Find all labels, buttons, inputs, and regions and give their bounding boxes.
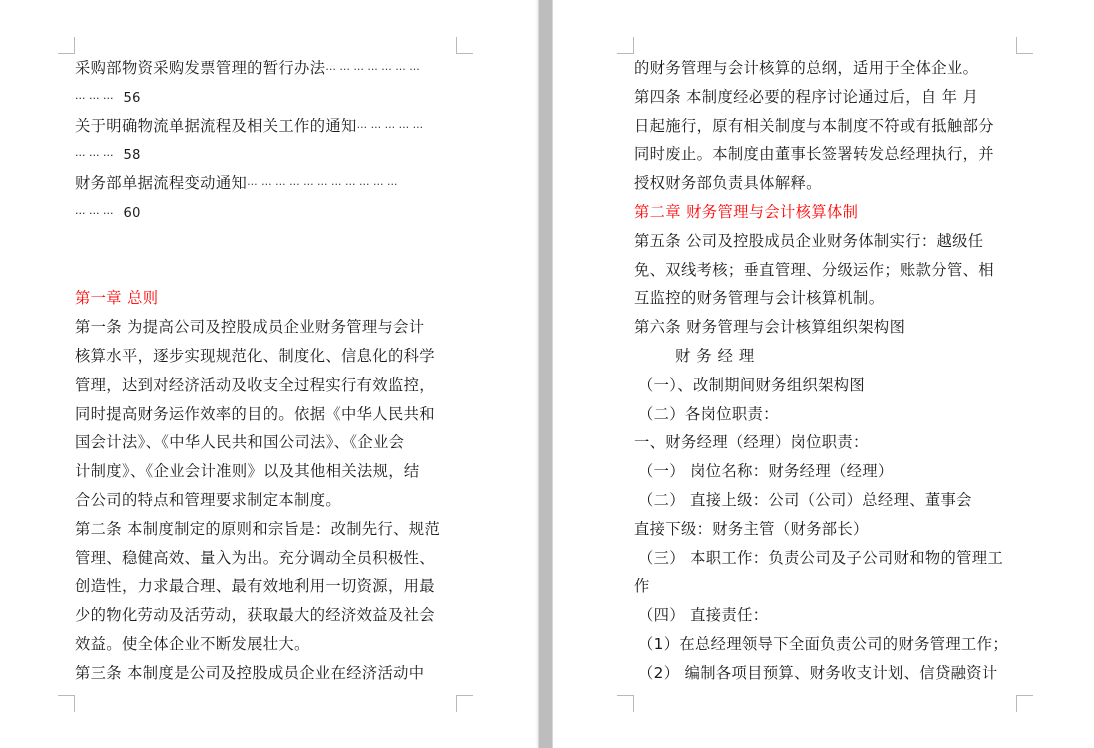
toc-leader: ··· ··· ··· ··· ··· ··· ··· ··· ··· ··· ··· [247,178,398,192]
toc-entry-continuation [75,198,457,227]
body-line: （三） 本职工作：负责公司及子公司财和物的管理工 [638,548,1004,567]
page-text-left[interactable] [75,54,457,688]
chapter-heading: 第一章 总则 [75,289,159,308]
document-page-right[interactable] [553,0,1094,748]
body-line: 管理、稳健高效、量入为出。充分调动全员积极性、 [75,548,435,567]
body-line: 直接下级：财务主管（财务部长） [634,519,869,538]
body-line: （1）在总经理领导下全面负责公司的财务管理工作； [638,634,1008,653]
page-gap [538,0,553,748]
body-line: 一、财务经理（经理）岗位职责： [634,433,869,452]
toc-page-number: 58 [123,148,141,164]
page-corner-mark-top-left [617,37,634,54]
body-line: 互监控的财务管理与会计核算机制。 [634,289,885,308]
body-line: 第六条 财务管理与会计核算组织架构图 [634,318,906,337]
toc-leader: ··· ··· ··· [75,206,114,220]
body-line: 第五条 公司及控股成员企业财务体制实行：越级任 [634,231,984,250]
body-line: 计制度》、《企业会计准则》以及其他相关法规，结 [75,462,420,481]
body-line: （一） 岗位名称：财务经理（经理） [638,462,894,481]
page-corner-mark-top-right [456,37,473,54]
toc-entry-continuation [75,83,457,112]
chapter-heading: 第二章 财务管理与会计核算体制 [634,202,859,221]
body-line: （四） 直接责任： [638,606,769,625]
body-line: 的财务管理与会计核算的总纲，适用于全体企业。 [634,59,979,77]
body-line: 管理，达到对经济活动及收支全过程实行有效监控， [75,375,435,394]
toc-page-number: 56 [123,90,141,106]
document-page-left[interactable] [0,0,538,748]
body-line: （2） 编制各项目预算、财务收支计划、信贷融资计 [638,663,998,682]
org-chart-label: 财务经理 [675,346,761,365]
body-line: 少的物化劳动及活劳动，获取最大的经济效益及社会 [75,606,435,625]
toc-entry[interactable] [75,169,457,198]
toc-leader: ··· ··· ··· [75,91,114,105]
body-line: （二）各岗位职责： [638,404,779,423]
toc-leader: ··· ··· ··· [75,149,114,163]
toc-entry-title: 财务部单据流程变动通知 [75,174,248,193]
body-line: 同时提高财务运作效率的目的。依据《中华人民共和 [75,404,435,423]
body-line: （二） 直接上级：公司（公司）总经理、董事会 [638,490,972,509]
page-corner-mark-bottom-left [58,695,75,712]
body-line: 作 [634,577,650,596]
body-line: 创造性，力求最合理、最有效地利用一切资源，用最 [75,577,435,596]
body-line: 效益。使全体企业不断发展壮大。 [75,634,310,653]
page-corner-mark-top-right [1016,37,1033,54]
toc-entry[interactable] [75,112,457,141]
toc-leader: ··· ··· ··· ··· ··· [356,120,424,134]
toc-entry-title: 关于明确物流单据流程及相关工作的通知 [75,116,357,135]
toc-page-number: 60 [123,205,141,221]
toc-leader: ··· ··· ··· ··· ··· ··· ··· [325,63,420,76]
page-corner-mark-bottom-right [456,695,473,712]
body-line: 第一条 为提高公司及控股成员企业财务管理与会计 [75,318,425,337]
body-line: （一）、改制期间财务组织架构图 [638,375,866,394]
toc-entry-title: 采购部物资采购发票管理的暂行办法 [75,59,326,77]
body-line: 免、双线考核；垂直管理、分级运作；账款分管、相 [634,260,994,279]
body-line: 第四条 本制度经必要的程序讨论通过后，自 年 月 [634,87,979,106]
body-line: 合公司的特点和管理要求制定本制度。 [75,490,341,509]
page-corner-mark-top-left [58,37,75,54]
page-corner-mark-bottom-left [617,695,634,712]
body-line: 第三条 本制度是公司及控股成员企业在经济活动中 [75,663,425,682]
toc-entry[interactable] [75,54,457,83]
body-line: 授权财务部负责具体解释。 [634,174,822,193]
body-line: 第二条 本制度制定的原则和宗旨是：改制先行、规范 [75,519,441,538]
blank-space [75,227,457,285]
toc-entry-continuation [75,140,457,169]
body-line: 核算水平，逐步实现规范化、制度化、信息化的科学 [75,346,435,365]
body-line: 同时废止。本制度由董事长签署转发总经理执行，并 [634,145,994,164]
page-text-right[interactable] [634,54,1018,688]
body-line: 国会计法》、《中华人民共和国公司法》、《企业会 [75,433,405,452]
body-line: 日起施行，原有相关制度与本制度不符或有抵触部分 [634,116,994,135]
page-corner-mark-bottom-right [1016,695,1033,712]
